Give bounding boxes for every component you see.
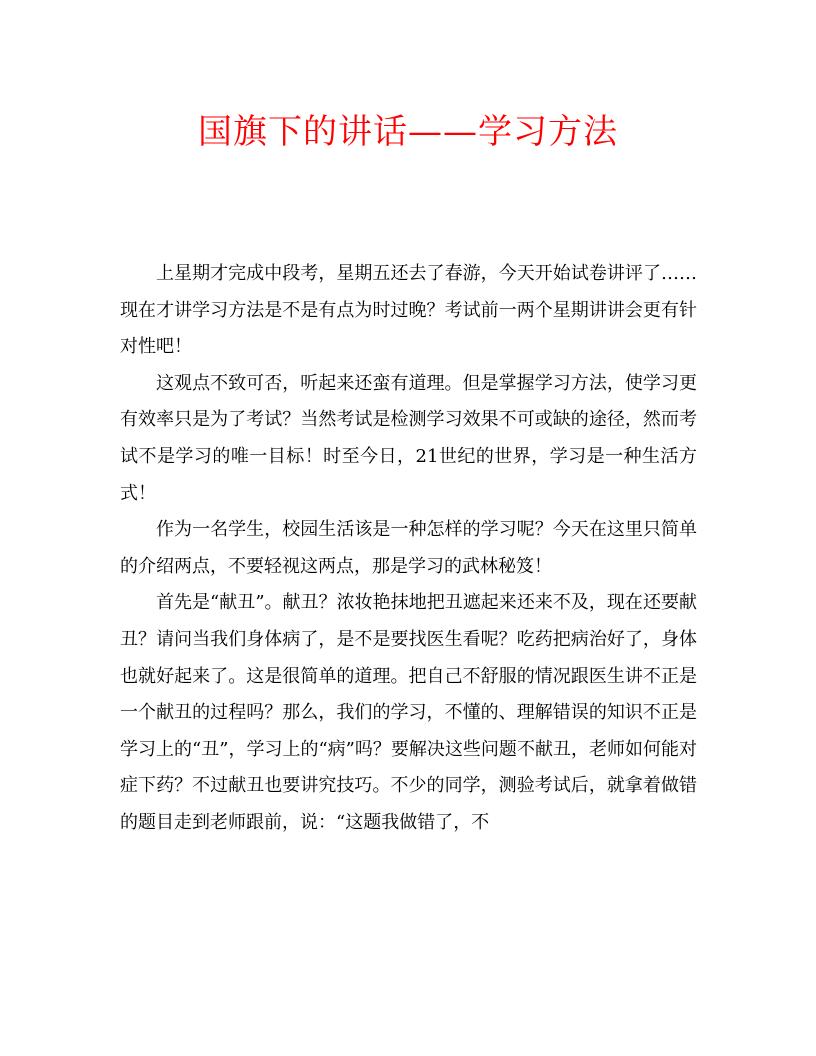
document-body <box>120 256 697 842</box>
paragraph: 作为一名学生，校园生活该是一种怎样的学习呢？今天在这里只简单的介绍两点，不要轻视这两点，那是学习的武林秘笈！ <box>120 519 697 577</box>
paragraph: 这观点不致可否，听起来还蛮有道理。但是掌握学习方法，使学习更有效率只是为了考试？当然考试是检测学习效果不可或缺的途径，然而考试不是学习的唯一目标！时至今日，21世纪的世界，学习是一种生活方式！ <box>120 372 697 504</box>
paragraph: 上星期才完成中段考，星期五还去了春游，今天开始试卷讲评了……现在才讲学习方法是不是有点为时过晚？考试前一两个星期讲讲会更有针对性吧！ <box>120 263 697 358</box>
document-title: 国旗下的讲话——学习方法 <box>198 112 618 152</box>
paragraph: 首先是“献丑”。献丑？浓妆艳抹地把丑遮起来还来不及，现在还要献丑？请问当我们身体病了，是不是要找医生看呢？吃药把病治好了，身体也就好起来了。这是很简单的道理。把自己不舒服的情况跟医生讲不正是一个献丑的过程吗？那么，我们的学习，不懂的、理解错误的知识不正是学习上的“丑”，学习上的“病”吗？要解决这些问题不献丑，老师如何能对症下药？不过献丑也要讲究技巧。不少的同学，测验考试后，就拿着做错的题目走到老师跟前，说：“这题我做错了，不 <box>120 592 697 833</box>
